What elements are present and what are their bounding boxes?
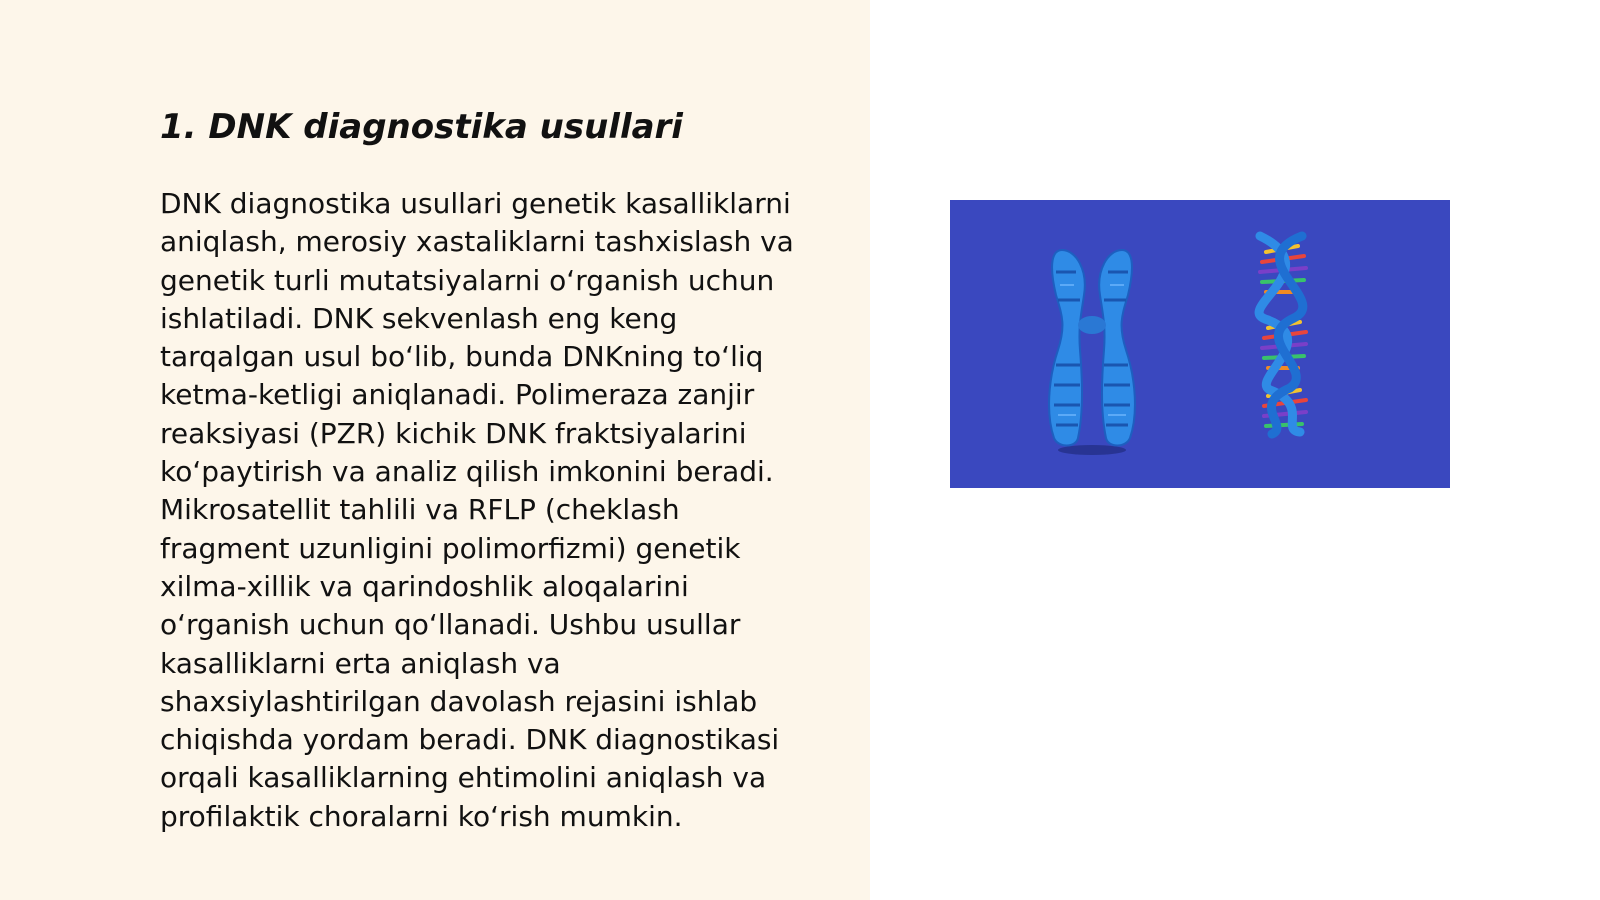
body-line: kasalliklarni erta aniqlash va <box>160 646 561 680</box>
body-line: genetik turli mutatsiyalarni o‘rganish uchun <box>160 263 775 297</box>
body-line: fragment uzunligini polimorfizmi) genetik <box>160 531 741 565</box>
body-line: ko‘paytirish va analiz qilish imkonini beradi. <box>160 455 774 489</box>
body-line: chiqishda yordam beradi. DNK diagnostikasi <box>160 723 780 757</box>
body-line: orqali kasalliklarning ehtimolini aniqlash va <box>160 761 767 795</box>
body-line: reaksiyasi (PZR) kichik DNK fraktsiyalarini <box>160 416 747 450</box>
body-line: tarqalgan usul bo‘lib, bunda DNKning to‘liq <box>160 340 764 374</box>
slide-body-text <box>160 185 850 836</box>
body-line: ketma-ketligi aniqlanadi. Polimeraza zanjir <box>160 378 755 412</box>
body-line: shaxsiylashtirilgan davolash rejasini ishlab <box>160 684 758 718</box>
slide-title: 1. DNK diagnostika usullari <box>160 107 683 147</box>
body-line: Mikrosatellit tahlili va RFLP (cheklash <box>160 493 680 527</box>
body-line: aniqlash, merosiy xastaliklarni tashxislash va <box>160 225 794 259</box>
dna-illustration <box>950 200 1450 488</box>
body-line: DNK diagnostika usullari genetik kasalliklarni <box>160 187 791 220</box>
body-line: o‘rganish uchun qo‘llanadi. Ushbu usullar <box>160 608 741 642</box>
body-line: profilaktik choralarni ko‘rish mumkin. <box>160 799 683 833</box>
dna-helix-icon <box>1259 236 1306 434</box>
body-line: ishlatiladi. DNK sekvenlash eng keng <box>160 301 678 335</box>
body-line: xilma-xillik va qarindoshlik aloqalarini <box>160 569 689 603</box>
chromosome-icon <box>1049 250 1135 455</box>
